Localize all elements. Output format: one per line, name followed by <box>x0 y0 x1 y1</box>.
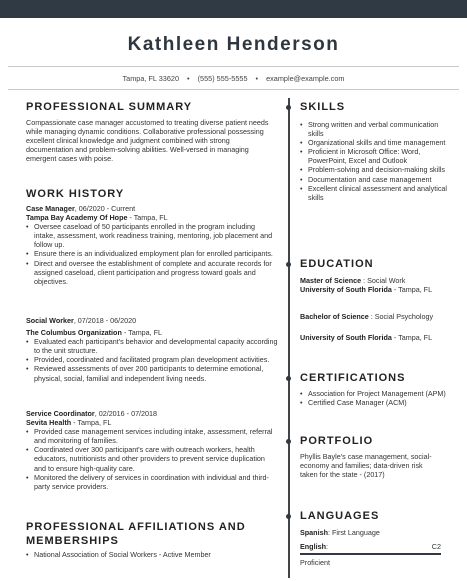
job-entry-1 <box>26 204 278 286</box>
skill-item: • Proficient in Microsoft Office: Word, PowerPoint, Excel and Outlook <box>300 147 448 165</box>
education-heading: EDUCATION <box>300 258 374 270</box>
job-role: Service Coordinator <box>26 409 95 418</box>
summary-heading: PROFESSIONAL SUMMARY <box>26 101 193 113</box>
language-level: : <box>325 542 328 551</box>
skill-item: • Documentation and case management <box>300 175 448 184</box>
job-bullet: • Reviewed assessments of over 200 participants to determine emotional, physical, social, familial and independent living needs. <box>26 364 278 382</box>
language-spanish <box>300 528 448 537</box>
skill-item: • Excellent clinical assessment and analytical skills <box>300 184 448 202</box>
divider-dot <box>286 514 291 519</box>
school-place: - Tampa, FL <box>391 285 433 295</box>
degree-field: : Social Psychology <box>368 312 434 321</box>
affiliation-item: • National Association of Social Workers - Active Member <box>26 550 278 559</box>
job-place: - Tampa, FL <box>71 418 112 428</box>
degree: Bachelor of Science <box>300 312 369 321</box>
language-proficiency-caption: Proficient <box>300 558 330 567</box>
school: University of South Florida <box>300 285 392 295</box>
education-entry-1 <box>300 276 448 294</box>
job-bullet: • Direct and oversee the establishment of complete and accurate records for assigned caseload, client participation and progress toward goals and objectives. <box>26 259 278 286</box>
job-entry-3 <box>26 409 278 491</box>
header-rule-bottom <box>8 89 459 90</box>
job-dates: , 02/2016 - 07/2018 <box>94 409 158 418</box>
job-entry-2 <box>26 316 278 383</box>
certifications-list <box>300 389 448 407</box>
job-place: - Tampa, FL <box>121 328 163 338</box>
portfolio-heading: PORTFOLIO <box>300 435 374 447</box>
job-place: - Tampa, FL <box>127 213 168 223</box>
job-employer: Sevita Health <box>26 418 72 428</box>
degree-field: : Social Work <box>361 276 406 285</box>
divider-dot <box>286 439 291 444</box>
degree: Master of Science <box>300 276 362 285</box>
skill-item: • Organizational skills and time management <box>300 138 448 147</box>
job-bullet: • Monitored the delivery of services in coordination with individual and third-party service providers. <box>26 473 278 491</box>
language-name: English <box>300 542 326 551</box>
summary-text: Compassionate case manager accustomed to treating diverse patient needs while managing dynamic conditions. Collaborative professional possessing excellent clinical knowledge and judgment combined with strong documentation and problem-solving abilities. Well-versed in managing emergent cases with poise. <box>26 118 269 164</box>
column-divider <box>288 98 290 578</box>
school-place: - Tampa, FL <box>391 333 433 342</box>
certification-item: • Association for Project Management (APM) <box>300 389 448 398</box>
contact-email[interactable]: example@example.com <box>266 74 345 83</box>
job-dates: , 06/2020 - Current <box>74 204 136 213</box>
contact-phone: (555) 555-5555 <box>197 74 248 83</box>
job-bullet: • Provided, coordinated and facilitated program plan development activities. <box>26 355 278 364</box>
portfolio-text: Phyllis Bayle's case management, social-economy and families; data-driven risk taken for the state - (2017) <box>300 452 432 480</box>
candidate-name: Kathleen Henderson <box>127 34 340 55</box>
job-employer: The Columbus Organization <box>26 328 122 338</box>
job-bullet: • Evaluated each participant's behavior and developmental capacity according to the unit structure. <box>26 337 278 355</box>
language-english <box>300 542 441 551</box>
skill-item: • Problem-solving and decision-making skills <box>300 165 448 174</box>
job-employer: Tampa Bay Academy Of Hope <box>26 213 128 223</box>
education-entry-3 <box>300 333 448 342</box>
language-name: Spanish <box>300 528 328 537</box>
contact-line <box>0 74 467 83</box>
divider-dot <box>286 376 291 381</box>
languages-heading: LANGUAGES <box>300 510 380 522</box>
language-cefr: C2 <box>431 542 441 551</box>
job-dates: , 07/2018 - 06/2020 <box>73 316 137 325</box>
separator-dot: • <box>255 74 259 83</box>
job-role: Case Manager <box>26 204 75 213</box>
job-bullet: • Provided case management services including intake, assessment, referral and monitoring of families. <box>26 427 278 445</box>
affiliations-heading-line-1: PROFESSIONAL AFFILIATIONS AND <box>26 521 246 533</box>
divider-dot <box>286 262 291 267</box>
school: University of South Florida <box>300 333 392 342</box>
work-history-heading: WORK HISTORY <box>26 188 125 200</box>
affiliations-heading <box>26 520 246 548</box>
certifications-heading: CERTIFICATIONS <box>300 372 406 384</box>
affiliations-heading-line-2: MEMBERSHIPS <box>26 535 119 547</box>
job-bullet: • Coordinated over 300 participant's care with outreach workers, health educators, nutritionists and other providers to prevent service duplication and to ensure high-quality care. <box>26 445 278 472</box>
skills-heading: SKILLS <box>300 101 346 113</box>
header-rule-top <box>8 66 459 67</box>
certification-item: • Certified Case Manager (ACM) <box>300 398 448 407</box>
contact-location: Tampa, FL 33620 <box>122 74 180 83</box>
affiliations-list <box>26 550 278 559</box>
language-level: : First Language <box>327 528 380 537</box>
job-bullet: • Oversee caseload of 50 participants enrolled in the program including intake, assessment, work readiness training, mentoring, job placement and follow up. <box>26 222 278 249</box>
separator-dot: • <box>187 74 190 83</box>
header-top-bar <box>0 0 467 18</box>
education-entry-2 <box>300 312 448 321</box>
skills-list <box>300 120 448 202</box>
divider-dot <box>286 105 291 110</box>
job-bullet: • Ensure there is an individualized employment plan for enrolled participants. <box>26 249 278 258</box>
language-proficiency-bar <box>300 553 441 555</box>
skill-item: • Strong written and verbal communication skills <box>300 120 448 138</box>
job-role: Social Worker <box>26 316 74 325</box>
